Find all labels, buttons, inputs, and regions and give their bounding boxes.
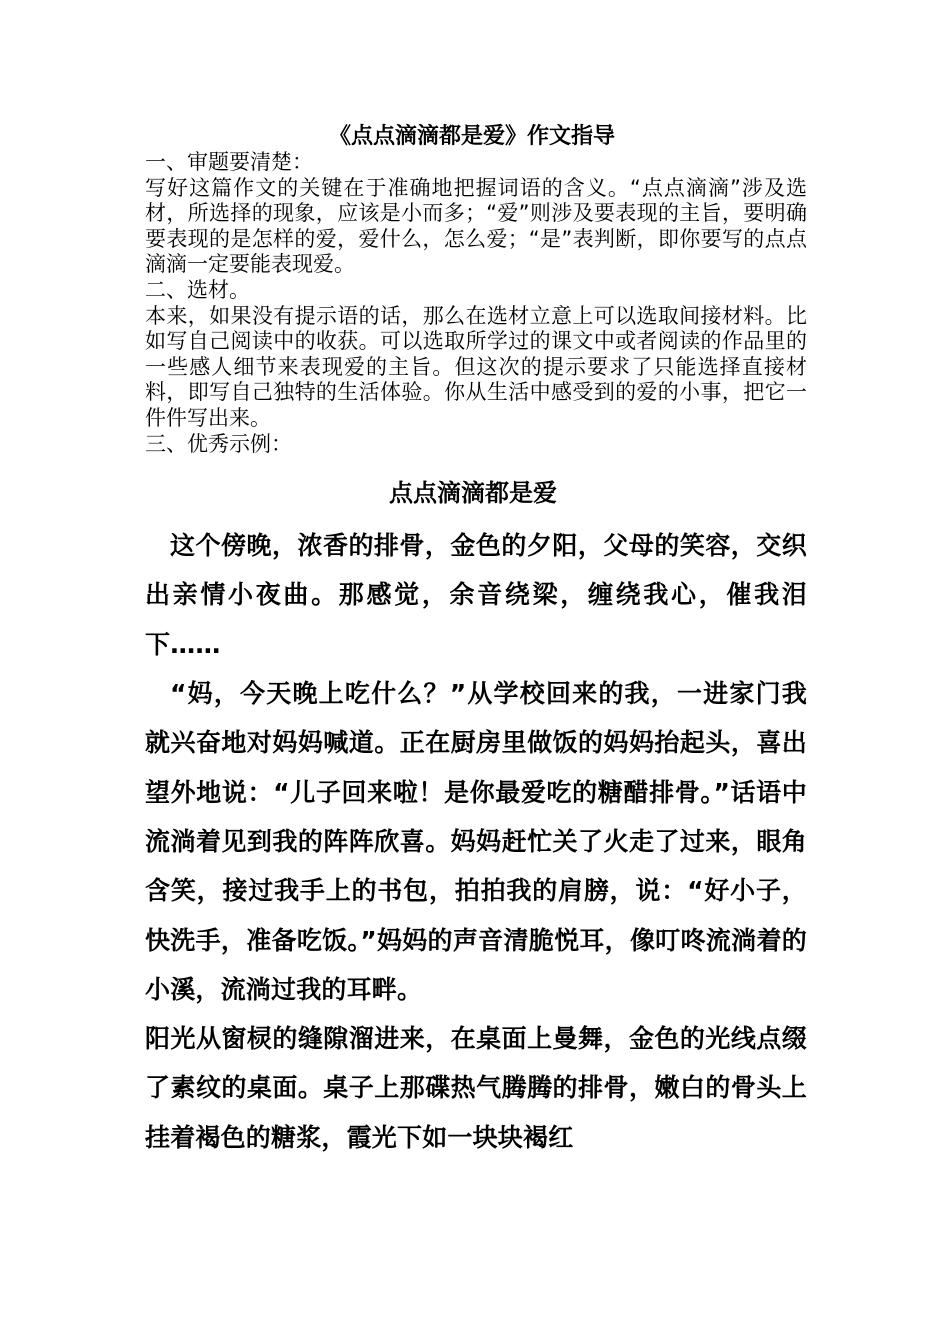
essay-body: [145, 521, 807, 1162]
section-heading-3: 三、优秀示例：: [145, 431, 292, 456]
essay-paragraph-1: 这个傍晚，浓香的排骨，金色的夕阳，父母的笑容，交织出亲情小夜曲。那感觉，余音绕梁，缠绕我心，催我泪下……: [145, 531, 807, 659]
guide-paragraph-1: 写好这篇作文的关键在于准确地把握词语的含义。“点点滴滴”涉及选材，所选择的现象，应该是小而多；“爱”则涉及要表现的主旨，要明确要表现的是怎样的爱，爱什么，怎么爱；“是”表判断，即你要写的点点滴滴一定要能表现爱。: [145, 175, 807, 277]
guide-section: [145, 150, 807, 457]
section-heading-2: 二、选材。: [145, 277, 250, 302]
essay-paragraph-3: 阳光从窗棂的缝隙溜进来，在桌面上曼舞，金色的光线点缀了素纹的桌面。桌子上那碟热气腾腾的排骨，嫩白的骨头上挂着褐色的糖浆，霞光下如一块块褐红: [145, 1024, 807, 1152]
section-heading-1: 一、审题要清楚：: [145, 150, 313, 174]
guide-paragraph-2: 本来，如果没有提示语的话，那么在选材立意上可以选取间接材料。比如写自己阅读中的收获。可以选取所学过的课文中或者阅读的作品里的一些感人细节来表现爱的主旨。但这次的提示要求了只能选择直接材料，即写自己独特的生活体验。你从生活中感受到的爱的小事，把它一件件写出来。: [145, 303, 807, 430]
essay-paragraph-2: “妈，今天晚上吃什么？”从学校回来的我，一进家门我就兴奋地对妈妈喊道。正在厨房里做饭的妈妈抬起头，喜出望外地说：“儿子回来啦！是你最爱吃的糖醋排骨。”话语中流淌着见到我的阵阵欣喜。妈妈赶忙关了火走了过来，眼角含笑，接过我手上的书包，拍拍我的肩膀，说：“好小子，快洗手，准备吃饭。”妈妈的声音清脆悦耳，像叮咚流淌着的小溪，流淌过我的耳畔。: [145, 679, 807, 1004]
essay-title: 点点滴滴都是爱: [389, 479, 557, 508]
document-page: [145, 124, 807, 1162]
document-title: 《点点滴滴都是爱》作文指导: [328, 124, 615, 149]
